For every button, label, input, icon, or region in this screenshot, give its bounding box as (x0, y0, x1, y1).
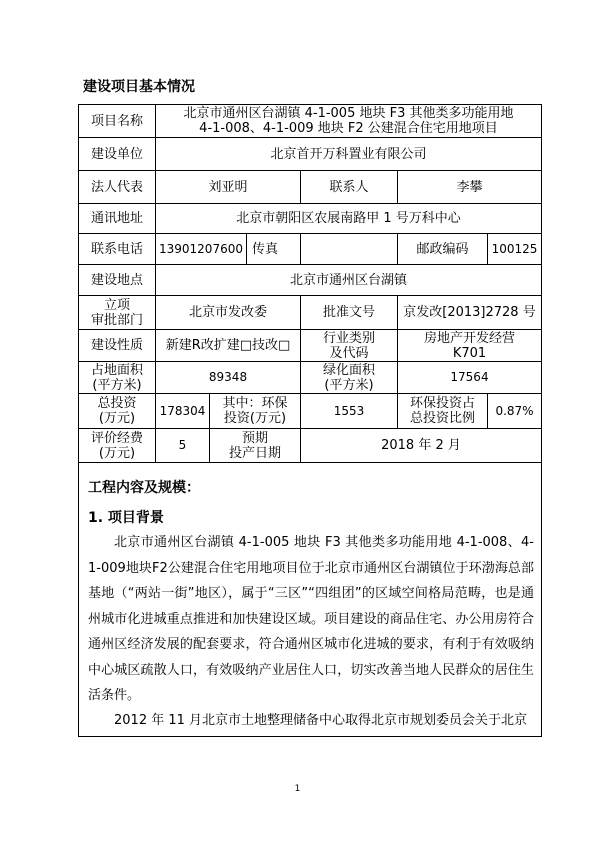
env-investment-value: 1553 (301, 394, 398, 429)
scope-title: 工程内容及规模： (88, 480, 200, 496)
project-info-table (78, 104, 542, 463)
approval-doc-value: 京发改[2013]2728 号 (398, 296, 541, 330)
phone-label: 联系电话 (79, 234, 156, 265)
evaluation-cost-label: 评价经费 (万元) (79, 429, 156, 462)
background-paragraph-continued: 2012 年 11 月北京市土地整理储备中心取得北京市规划委员会关于北京 (114, 713, 528, 728)
total-investment-label: 总投资 (万元) (79, 394, 156, 429)
total-investment-value: 178304 (156, 394, 210, 429)
page-number: 1 (294, 784, 301, 794)
project-name-value: 北京市通州区台湖镇 4-1-005 地块 F3 其他类多功能用地 4-1-008、4-1-009 地块 F2 公建混合住宅用地项目 (156, 105, 541, 138)
approval-doc-label: 批准文号 (301, 296, 398, 330)
location-label: 建设地点 (79, 265, 156, 296)
postal-label: 邮政编码 (398, 234, 488, 265)
approval-dept-label: 立项 审批部门 (79, 296, 156, 330)
industry-value: 房地产开发经营 K701 (398, 330, 541, 362)
production-date-value: 2018 年 2 月 (381, 438, 461, 453)
approval-dept-value: 北京市发改委 (156, 296, 301, 330)
production-date-label: 预期 投产日期 (210, 429, 301, 462)
industry-label: 行业类别 及代码 (301, 330, 398, 362)
section-heading: 建设项目基本情况 (83, 79, 195, 95)
green-area-label: 绿化面积 (平方米) (301, 362, 398, 394)
address-value: 北京市朝阳区农展南路甲 1 号万科中心 (156, 204, 541, 234)
location-value: 北京市通州区台湖镇 (156, 265, 541, 296)
contact-label: 联系人 (301, 171, 398, 204)
project-scope-section (78, 461, 542, 737)
green-area-value: 17564 (398, 362, 541, 394)
land-area-value: 89348 (156, 362, 301, 394)
builder-value: 北京首开万科置业有限公司 (156, 138, 541, 171)
land-area-label: 占地面积 (平方米) (79, 362, 156, 394)
construction-nature-value: 新建R改扩建□技改□ (156, 330, 301, 362)
fax-label: 传真 (247, 234, 301, 265)
fax-value (301, 234, 398, 265)
legal-rep-label: 法人代表 (79, 171, 156, 204)
legal-rep-value: 刘亚明 (156, 171, 301, 204)
address-label: 通讯地址 (79, 204, 156, 234)
env-investment-label: 其中：环保 投资(万元) (210, 394, 301, 429)
builder-label: 建设单位 (79, 138, 156, 171)
background-paragraph: 北京市通州区台湖镇 4-1-005 地块 F3 其他类多功能用地 4-1-008、4-1-009地块F2公建混合住宅用地项目位于北京市通州区台湖镇位于环渤海总部基地（“两站一街”地区），属于“三区”“四组团”的区域空间格局范畴，也是通州城市化进城重点推进和加快建设区域。项目建设的商品住宅、办公用房符合通州区经济发展的配套要求，符合通州区城市化进城的要求，有利于有效吸纳中心城区疏散人口，有效吸纳产业居住人口，切实改善当地人民群众的居住生活条件。 (88, 535, 534, 703)
project-name-label: 项目名称 (79, 105, 156, 138)
env-ratio-label: 环保投资占 总投资比例 (398, 394, 488, 429)
env-ratio-value: 0.87% (488, 394, 541, 429)
postal-value: 100125 (488, 234, 541, 265)
construction-nature-label: 建设性质 (79, 330, 156, 362)
evaluation-cost-value: 5 (156, 429, 210, 462)
phone-value: 13901207600 (156, 234, 247, 265)
background-title: 1. 项目背景 (88, 510, 164, 526)
contact-value: 李攀 (398, 171, 541, 204)
